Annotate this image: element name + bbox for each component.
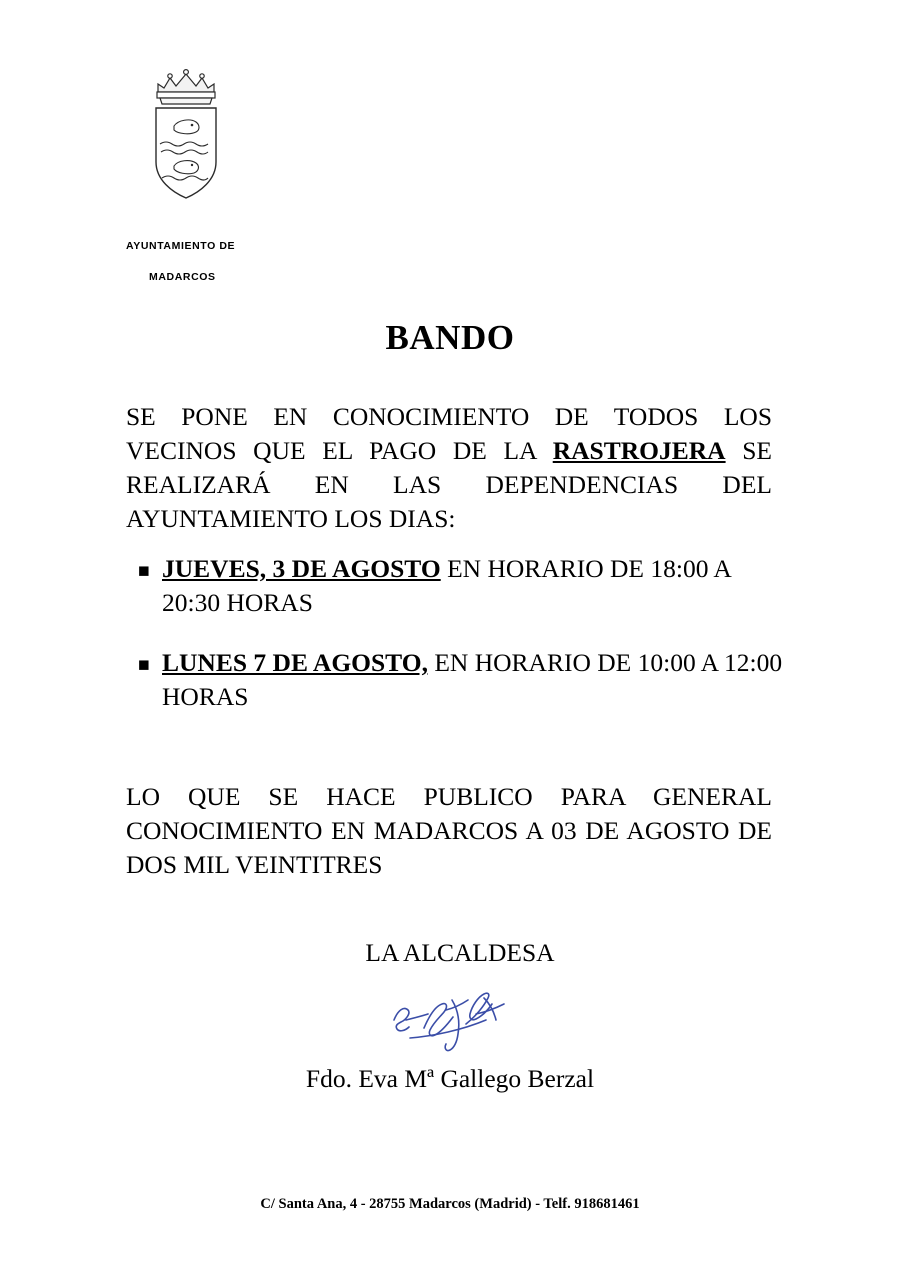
- crest-block: [126, 62, 376, 202]
- signature-name: Fdo. Eva Mª Gallego Berzal: [305, 1064, 595, 1093]
- dates-list: [126, 552, 786, 740]
- intro-text-part1: SE PONE EN CONOCIMIENTO DE TODOS LOS VECINOS QUE EL PAGO DE LA: [126, 402, 772, 465]
- handwritten-signature-icon: [380, 980, 540, 1060]
- closing-paragraph-block: [126, 780, 772, 882]
- list-item-schedule: EN HORARIO DE 10:00 A 12:00 HORAS: [162, 648, 783, 711]
- intro-paragraph: [126, 400, 772, 536]
- square-bullet-icon: ▪: [137, 559, 151, 581]
- coat-of-arms-icon: [140, 62, 232, 202]
- organization-name-line1: AYUNTAMIENTO DE: [126, 240, 236, 252]
- list-item-date: JUEVES, 3 DE AGOSTO: [162, 554, 441, 583]
- organization-name-line2: MADARCOS: [149, 271, 216, 283]
- intro-paragraph-block: [126, 400, 772, 536]
- list-item: [126, 552, 786, 620]
- footer-address: C/ Santa Ana, 4 - 28755 Madarcos (Madrid) - Telf. 918681461: [260, 1196, 640, 1212]
- closing-paragraph: LO QUE SE HACE PUBLICO PARA GENERAL CONOCIMIENTO EN MADARCOS A 03 DE AGOSTO DE DOS MIL VEINTITRES: [126, 782, 772, 879]
- list-item-schedule: EN HORARIO DE 18:00 A 20:30 HORAS: [162, 554, 731, 617]
- intro-highlight-rastrojera: RASTROJERA: [552, 436, 726, 465]
- signature-title: LA ALCALDESA: [365, 938, 555, 967]
- list-item-text: [162, 552, 786, 620]
- list-item: [126, 646, 786, 714]
- list-item-text: [162, 646, 786, 714]
- page-title: BANDO: [385, 318, 515, 357]
- list-item-date: LUNES 7 DE AGOSTO,: [162, 648, 428, 677]
- square-bullet-icon: ▪: [137, 653, 151, 675]
- intro-text-part2: SE REALIZARÁ EN LAS DEPENDENCIAS DEL AYUNTAMIENTO LOS DIAS:: [126, 436, 773, 533]
